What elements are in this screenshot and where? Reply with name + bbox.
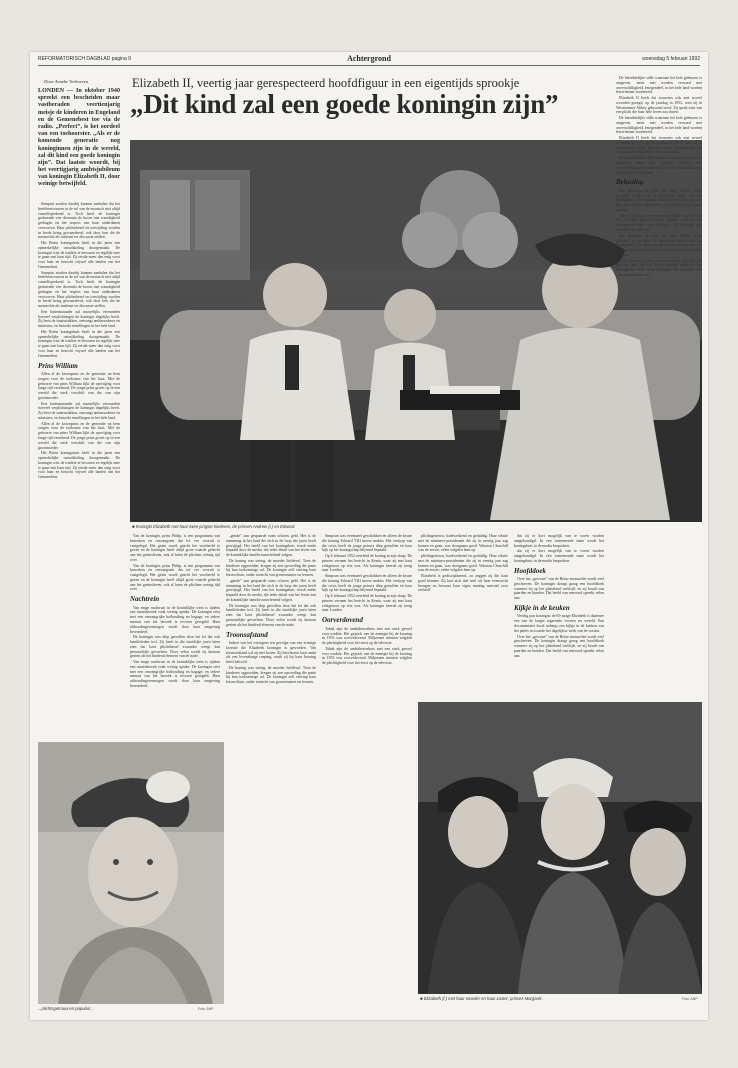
paragraph: Tabak zijn de ambtsbezoekers met een sterk gevoel voor traditie. Het gejuich van de menigte bij de kroning in 1953 was oorverdovend. Miljoenen mensen volgden de plechtigheid voor het eerst op de televisie. <box>322 626 412 646</box>
paragraph: Simpson was eventueel geschokken en alleen de keuze die koning Edward VIII moest maken. Het verloop van die crisis heeft de jonge prinses diep getroffen en haar kijk op het koningschap blijvend bepaald. <box>322 574 412 593</box>
subheading-belasting: Belasting <box>616 178 644 187</box>
paragraph: Somptut zouden daarbij kunnen aanhalen dat het beeldvertrouwen in de rol van de monarch niet altijd vanzelfsprekend is. Toch heeft de koningin gedurende vier decennia de kroon met waardigheid gedragen en het respect van haar onderdanen verworven. Haar plichtsbesef en toewijding worden in brede kring gewaardeerd, ook door hen die de monarchie als instituut ter discussie stellen. <box>38 202 120 240</box>
bottom-left-photo-caption: ...plichtsgetrouw en populair... <box>38 1006 94 1011</box>
column-1 <box>38 202 120 737</box>
paragraph: Tabak zijn de ambtsbezoekers met een sterk gevoel voor traditie. Het gejuich van de menigte bij de kroning in 1953 was oorverdovend. Miljoenen mensen volgden de plechtigheid voor het eerst op de televisie. <box>322 646 412 666</box>
subheading-troonsafstand: Troonsafstand <box>226 630 268 639</box>
paragraph: Het Britse koningshuis heeft in die jaren een opmerkelijke ontwikkeling doorgemaakt. De koningin wist de traditie te bewaren en tegelijk mee te gaan met haar tijd. Zij reisde meer dan enig vorst voor haar en bezocht vrijwel alle landen van het Gemenebest. <box>38 451 120 480</box>
column-4 <box>322 534 412 994</box>
bottom-left-photo-credit: Foto: ANP <box>198 1007 214 1011</box>
subheading-prins-william: Prins William <box>38 361 78 370</box>
bottom-left-photo <box>38 742 224 1004</box>
column-3 <box>226 534 316 994</box>
newspaper-name: REFORMATORISCH DAGBLAD pagina 9 <box>38 56 131 62</box>
paragraph: Allen al de kroonprins en de generatie na hem zorgen voor de toekomst van het huis. Met de geboorte van prins William lijkt de opvolging voor lange tijd verzekerd. De jonge prins groeit op in een wereld die sterk verschilt van die van zijn grootmoeder. <box>38 372 120 400</box>
page-header <box>38 54 700 66</box>
subheading-kijkje: Kijkje in de keuken <box>514 603 570 612</box>
paragraph: Een buitenstaander zal nauwelijks vermoeden hoeveel verplichtingen de koningin dagelijks heeft. Zij leest de staatsstukken, ontvangt ambassadeurs en ministers, en bezoekt instellingen in het hele land. <box>38 309 120 329</box>
paragraph: Het Britse koningshuis heeft in die jaren een opmerkelijke ontwikkeling doorgemaakt. De koningin wist de traditie te bewaren en tegelijk mee te gaan met haar tijd. Zij reisde meer dan enig vorst voor haar en bezocht vrijwel alle landen van het Gemenebest. <box>38 329 120 358</box>
paragraph: plichtsgetrouw, hardwerkend en geduldig. Haar relatie met de ministers-presidenten die zij in veertig jaar zag komen en gaan, was doorgaans goed. Winston Churchill was de eerste; velen volgden hem op. <box>418 554 508 573</box>
subheading-nachtrein: Nachtrein <box>130 595 160 604</box>
paragraph: Van de koningin, prins Philip, is een programma van bezoeken en ontvangsten dat tot ver vooruit is vastgelegd. Het gezin wordt geacht het voorbeeld te geven en de koningin heeft altijd grote waarde gehecht aan het gezinsleven, ook al laten de plichten weinig tijd over. <box>130 534 220 562</box>
bottom-right-photo-caption: ■ Elizabeth (l.) met haar moeder en haar zuster, prinses Margaret. <box>420 996 543 1001</box>
paragraph: Alles wordt nog eens extra benadrukt door het feit dat een deel van het Britse publiek vindt dat het koningshuis meer moet bijdragen. De koningin laat zich daarover niet uit. <box>616 258 702 277</box>
bottom-right-photo-credit: Foto: ANP <box>682 997 698 1001</box>
paragraph: Allen al de kroonprins en de generatie na hem zorgen voor de toekomst van het huis. Met de geboorte van prins William lijkt de opvolging voor lange tijd verzekerd. De jonge prins groeit op in een wereld die sterk verschilt van die van zijn grootmoeder. <box>38 421 120 450</box>
subheading-oorverdovend: Oorverdovend <box>322 616 363 625</box>
paragraph: „gende” aan gespaarde ruim schoots geld. Het is de stemming in het land die zich in de loop der jaren heeft gewijzigd. Het beeld van het koningshuis wordt mede bepaald door de media, die ieder detail van het leven van de koninklijke familie nauwlettend volgen. <box>226 534 316 558</box>
paragraph: Een discussie die met iets meer felheid wordt gevoerd, is die over de financiële positie van het koningshuis. De koningin betaalt geen belasting over haar persoonlijke inkomsten, wat in brede kring kritiek oproept. <box>616 233 702 257</box>
paragraph: Elizabeth II heeft dat trouwens ook met zoveel woorden gezegd, op de jaardag in 1953, toen zij in Westminster Abbey gekroond werd. Zij sprak toen van een plicht die haar hele leven zou duren. <box>616 96 702 115</box>
article-intro: LONDEN — In oktober 1940 spreekt een bescheiden maar vastberaden veertienjarig meisje de kinderen in Engeland en de Gemenebest toe via de radio. „Perfect”, is het oordeel van een toehoorster. „Als er de komende generatie nog koninginnen zijn in de wereld, zal dit kind een goede koningin zijn”. Dat laatste woordt, bij het veertigjarig ambtsjubileum van koningin Elizabeth II, door weinige betwijfeld. <box>38 88 120 188</box>
article-kicker: Elizabeth II, veertig jaar gerespecteerd hoofdfiguur in een eigentijds sprookje <box>132 76 520 90</box>
paragraph: Van de koningin, prins Philip, is een programma van bezoeken en ontvangsten dat tot ver vooruit is vastgelegd. Het gezin wordt geacht het voorbeeld te geven en de koningin heeft altijd grote waarde gehecht aan het gezinsleven, ook al laten de plichten weinig tijd over. <box>130 563 220 592</box>
paragraph: Alles wordt nog eens extra benadrukt door het feit dat een deel van het Britse publiek vindt dat het koningshuis meer moet bijdragen. De koningin laat zich daarover niet uit. <box>616 213 702 232</box>
paragraph: De koningin was diep getroffen door het lot dat ook familieleden trof. Zij heeft in die moeilijke jaren laten zien dat haar plichtsbesef zwaarder weegt dan persoonlijke gevoelens. Door velen wordt zij daarom gezien als het bindend element van de natie. <box>226 603 316 627</box>
main-photo-caption: ■ Koningin Elizabeth met haar twee jongste kinderen, de prinsen Andrew (l.) en Edward. <box>132 524 296 529</box>
paragraph: Van enige nachtrust in de koninklijke trein is tijdens een staatsbezoek vaak weinig sprake. De koningin reist met een omvangrijke hofhouding en bagage, en iedere minuut van het bezoek is tevoren geregeld. Haar uithoudingsvermogen wordt door haar omgeving bewonderd. <box>130 605 220 634</box>
paragraph: Een discussie die met iets meer felheid wordt gevoerd, is die over de financiële positie van het koningshuis. De koningin betaalt geen belasting over haar persoonlijke inkomsten, wat in brede kring kritiek oproept. <box>616 188 702 212</box>
column-5 <box>418 534 508 694</box>
paragraph: Veertig jaar koningin: de 65-jarige Elizabeth is daarmee een van de langst regerende vorsten ter wereld. Een documentaire bood onlangs een kijkje in de keuken van het paleis en toonde het dagelijkse werk van de vorstin. <box>514 614 604 633</box>
paragraph: Een buitenstaander zal nauwelijks vermoeden hoeveel verplichtingen de koningin dagelijks heeft. Zij leest de staatsstukken, ontvangt ambassadeurs en ministers, en bezoekt instellingen in het hele land. <box>38 401 120 420</box>
bottom-right-photo <box>418 702 702 994</box>
paragraph: Elizabeth II heeft dat trouwens ook met zoveel woorden gezegd, op de jaardag in 1953, toen zij in Westminster Abbey gekroond werd. Zij sprak toen van een plicht die haar hele leven zou duren. <box>616 136 702 155</box>
paragraph: De koningin was diep getroffen door het lot dat ook familieleden trof. Zij heeft in die moeilijke jaren laten zien dat haar plichtsbesef zwaarder weegt dan persoonlijke gevoelens. Door velen wordt zij daarom gezien als het bindend element van de natie. <box>130 635 220 659</box>
paragraph: dat zij er kort mogelijk van te voren worden aangekondigd. In een toenemende mate wordt het koningshuis in de media besproken. <box>514 549 604 563</box>
paragraph: Somptut zouden daarbij kunnen aanhalen dat het beeldvertrouwen in de rol van de monarch niet altijd vanzelfsprekend is. Toch heeft de koningin gedurende vier decennia de kroon met waardigheid gedragen en het respect van haar onderdanen verworven. Haar plichtsbesef en toewijding worden in brede kring gewaardeerd, ook door hen die de monarchie als instituut ter discussie stellen. <box>38 270 120 309</box>
queen-portrait-image <box>38 742 224 1004</box>
paragraph: Het Britse koningshuis heeft in die jaren een opmerkelijke ontwikkeling doorgemaakt. De koningin wist de traditie te bewaren en tegelijk mee te gaan met haar tijd. Zij reisde meer dan enig vorst voor haar en bezocht vrijwel alle landen van het Gemenebest. <box>38 241 120 269</box>
paragraph: Over het „gewone” van de Britse monarchie wordt veel geschreven. De koningin draagt graag een hoofddoek wanneer zij op het platteland verblijft, en zij houdt van paarden en honden. Dat beeld van eenvoud spreekt velen aan. <box>514 634 604 658</box>
paragraph: dat zij er kort mogelijk van te voren worden aangekondigd. In een toenemende mate wordt het koningshuis in de media besproken. <box>514 534 604 548</box>
paragraph: Op 6 februari 1952 overleed de koning in zijn slaap. De prinses vernam het bericht in Kenia, waar zij met haar echtgenoot op reis was. Als koningin keerde zij terug naar Londen. <box>322 554 412 573</box>
paragraph: Simpson was eventueel geschokken en alleen de keuze die koning Edward VIII moest maken. Het verloop van die crisis heeft de jonge prinses diep getroffen en haar kijk op het koningschap blijvend bepaald. <box>322 534 412 553</box>
byline: Door Aeneke Verhoeven <box>44 79 89 84</box>
queen-mother-margaret-image <box>418 702 702 994</box>
article-headline: „Dit kind zal een goede koningin zijn” <box>130 89 559 119</box>
paragraph: Op 6 februari 1952 overleed de koning in zijn slaap. De prinses vernam het bericht in Kenia, waar zij met haar echtgenoot op reis was. Als koningin keerde zij terug naar Londen. <box>322 594 412 613</box>
paragraph: De koning was streng, de moeder liefdevol. Toen de kinderen opgroeiden, kregen zij een opvoeding die paste bij hun toekomstige rol. De koningin zelf ontving haar lessen thuis, onder toezicht van gouvernantes en leraren. <box>226 665 316 685</box>
paragraph: De betrekkelijke stille waarmee het hele gebeuren is omgeven, moet niet worden verward met onverschilligheid. Integendeel, in het hele land worden festiviteiten voorbereid. <box>616 116 702 135</box>
paragraph: Over het „gewone” van de Britse monarchie wordt veel geschreven. De koningin draagt graag een hoofddoek wanneer zij op het platteland verblijft, en zij houdt van paarden en honden. Dat beeld van eenvoud spreekt velen aan. <box>514 577 604 601</box>
paragraph: Indien wat het overigens ten gevolge van een ernstige kwestie die Elizabeth koningin is geworden. Van troonsafstand wil zij niet horen. Zij beschouwt haar ambt als een levenslange roeping, zoals zij bij haar kroning heeft beloofd. <box>226 641 316 665</box>
paragraph: Elizabeth is gedisciplineerd, zo zeggen zij die haar goed kennen. Zij laat zich niet snel uit haar evenwicht brengen en bewaart haar eigen mening meestal voor zichzelf. <box>418 574 508 593</box>
paragraph: Van enige nachtrust in de koninklijke trein is tijdens een staatsbezoek vaak weinig sprake. De koningin reist met een omvangrijke hofhouding en bagage, en iedere minuut van het bezoek is tevoren geregeld. Haar uithoudingsvermogen wordt door haar omgeving bewonderd. <box>130 660 220 688</box>
subheading-hoofddoek: Hoofddoek <box>514 566 546 575</box>
paragraph: De betrekkelijke stille waarmee het hele gebeuren is omgeven, moet niet worden verward met onverschilligheid. Integendeel, in het hele land worden festiviteiten voorbereid. <box>616 76 702 95</box>
newspaper-page <box>30 52 708 1020</box>
paragraph: De betrekkelijke stille waarmee het hele gebeuren is omgeven, moet niet worden verward met onverschilligheid. Integendeel, in het hele land worden festiviteiten voorbereid. <box>616 156 702 175</box>
section-title: Achtergrond <box>347 54 391 63</box>
column-7 <box>616 76 702 706</box>
paragraph: plichtsgetrouw, hardwerkend en geduldig. Haar relatie met de ministers-presidenten die zij in veertig jaar zag komen en gaan, was doorgaans goed. Winston Churchill was de eerste; velen volgden hem op. <box>418 534 508 553</box>
paragraph: „gende” aan gespaarde ruim schoots geld. Het is de stemming in het land die zich in de loop der jaren heeft gewijzigd. Het beeld van het koningshuis wordt mede bepaald door de media, die ieder detail van het leven van de koninklijke familie nauwlettend volgen. <box>226 578 316 602</box>
publication-date: woensdag 5 februari 1992 <box>642 56 700 62</box>
paragraph: De koning was streng, de moeder liefdevol. Toen de kinderen opgroeiden, kregen zij een opvoeding die paste bij hun toekomstige rol. De koningin zelf ontving haar lessen thuis, onder toezicht van gouvernantes en leraren. <box>226 558 316 578</box>
